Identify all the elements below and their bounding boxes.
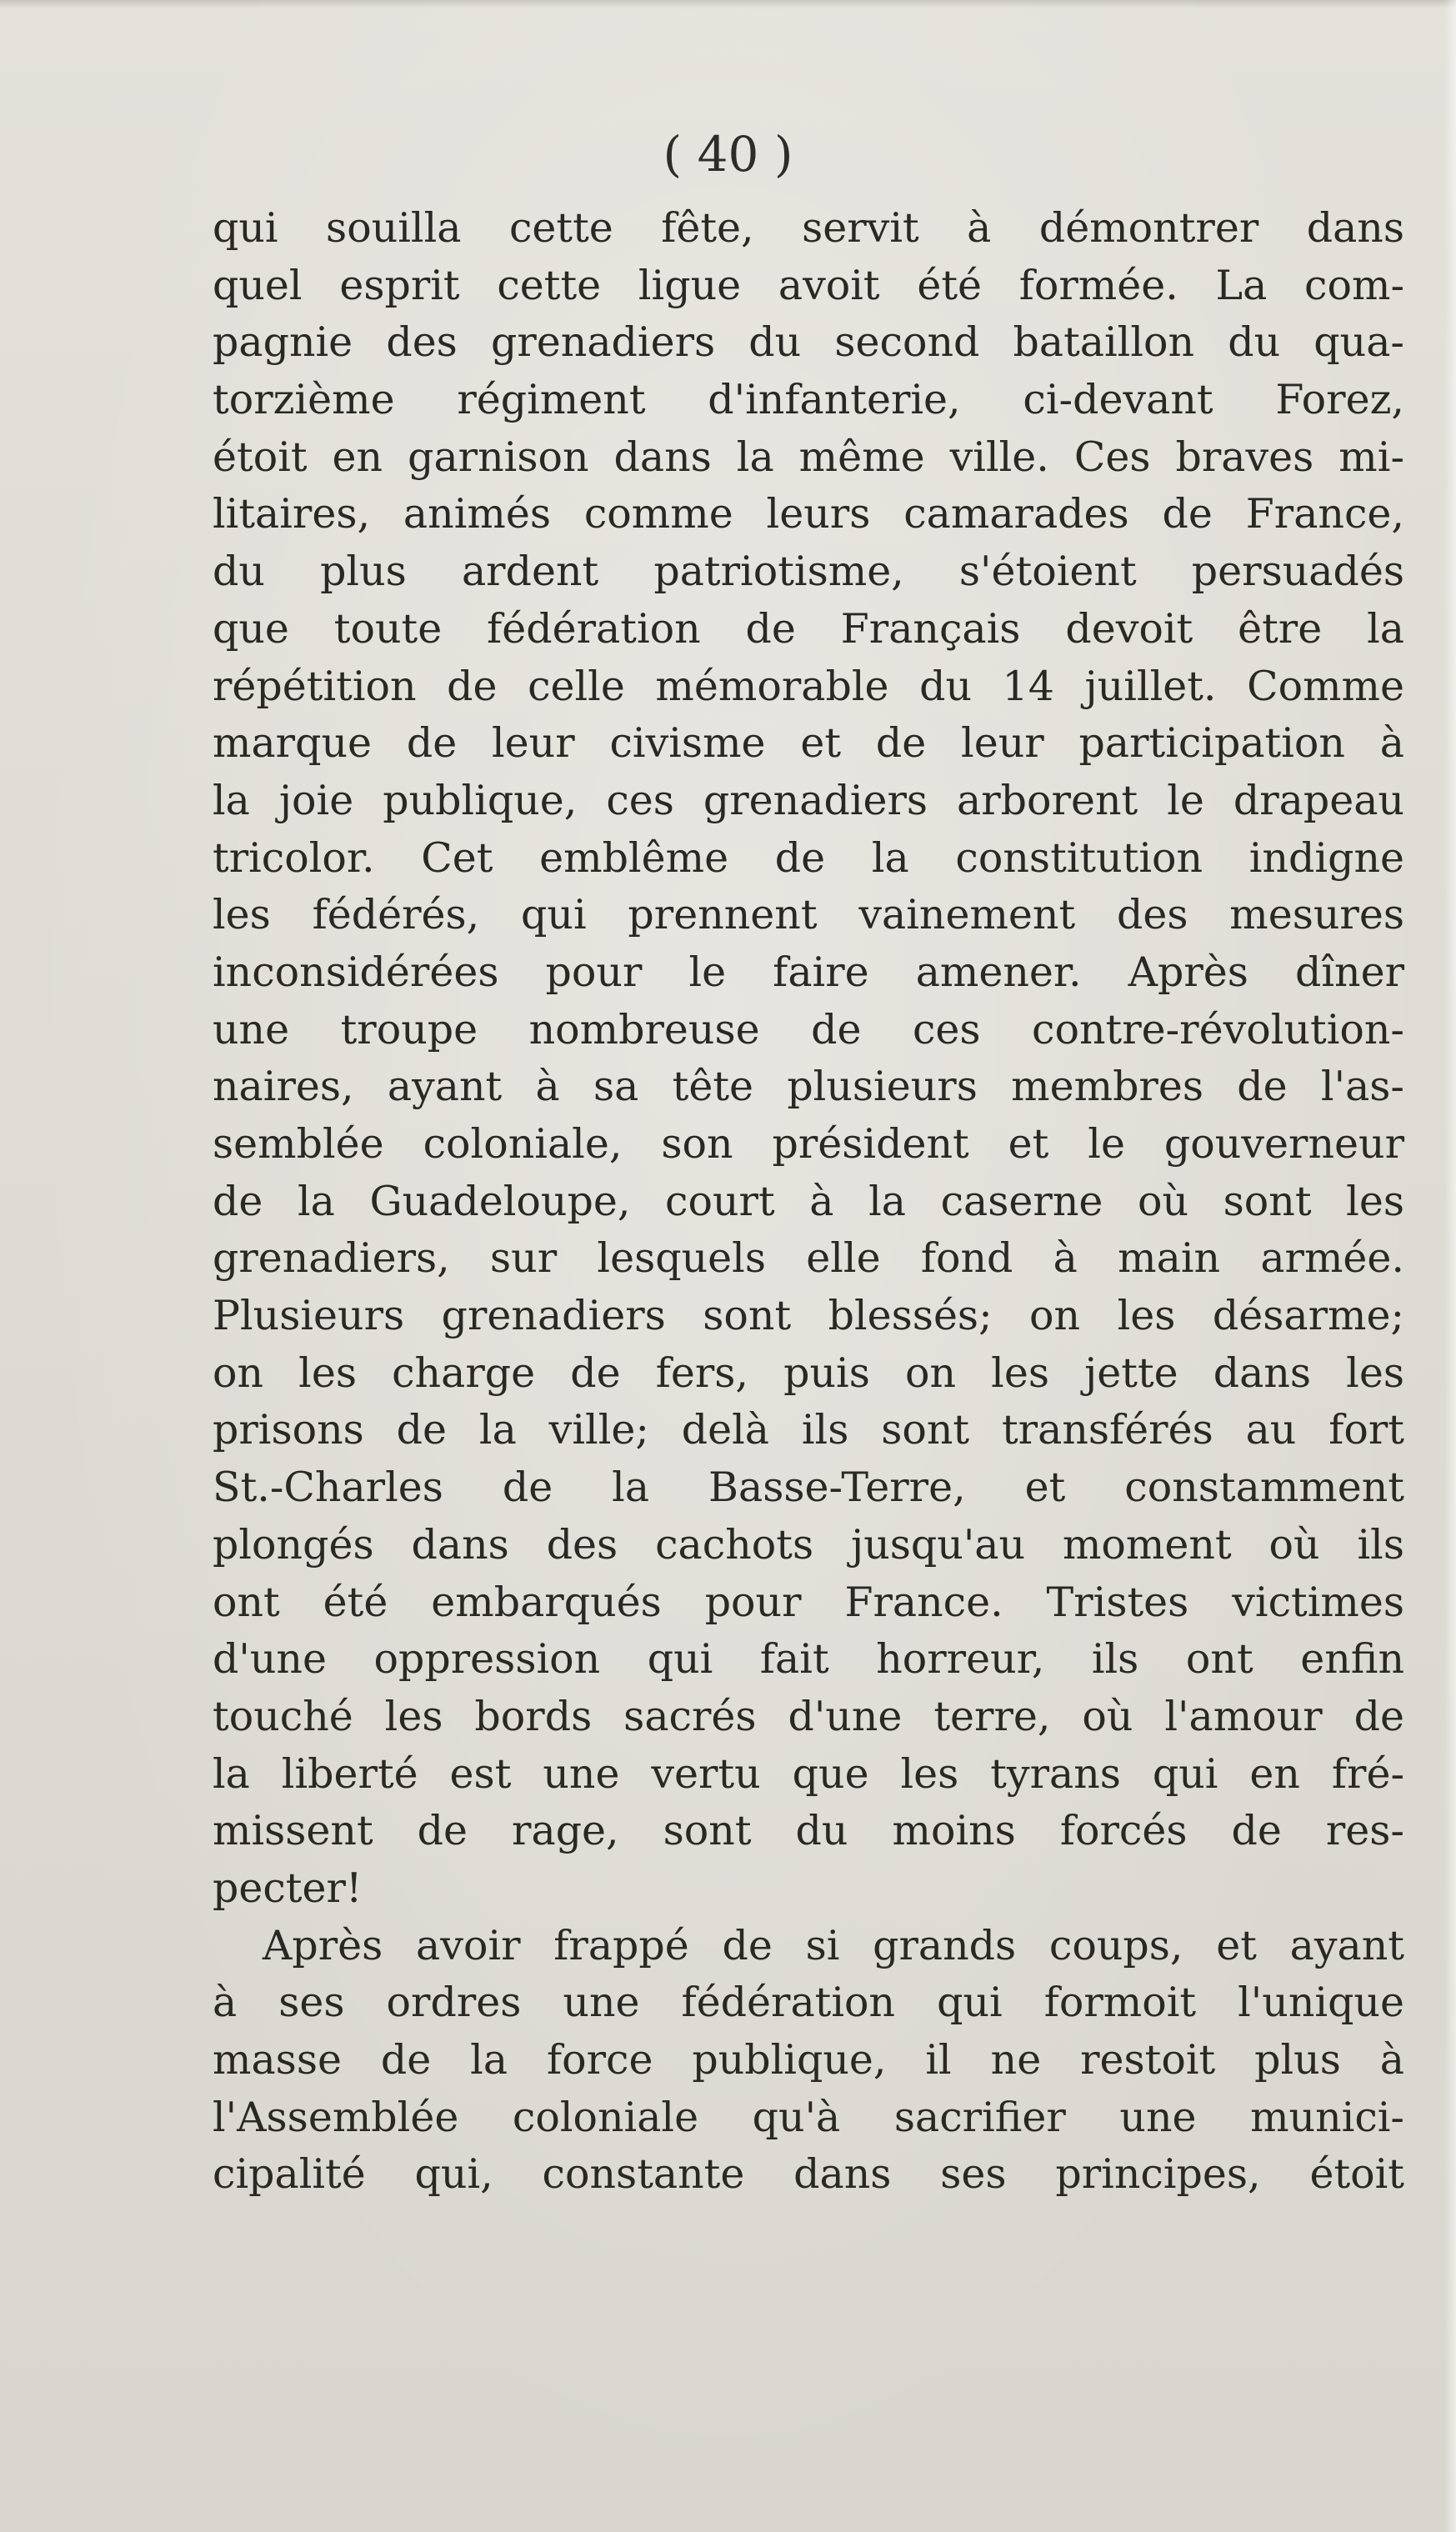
- text-line: cipalité qui, constante dans ses principes, étoit: [213, 2150, 1404, 2199]
- text-line: Plusieurs grenadiers sont blessés; on les désarme;: [213, 1292, 1404, 1340]
- text-line: masse de la force publique, il ne restoit plus à: [213, 2036, 1404, 2084]
- paragraph-start-line: Après avoir frappé de si grands coups, et ayant: [263, 1921, 1404, 1969]
- text-line: ont été embarqués pour France. Tristes victimes: [213, 1578, 1404, 1626]
- page-top-shadow: [0, 0, 1456, 8]
- text-line: à ses ordres une fédération qui formoit l'unique: [213, 1979, 1404, 2027]
- text-line: naires, ayant à sa tête plusieurs membres de l'as-: [213, 1063, 1404, 1111]
- body-text: [213, 200, 1404, 2204]
- text-line: litaires, animés comme leurs camarades de France,: [213, 490, 1404, 538]
- text-line: pagnie des grenadiers du second bataillon du qua-: [213, 318, 1404, 367]
- text-line: du plus ardent patriotisme, s'étoient persuadés: [213, 548, 1404, 596]
- text-line: la joie publique, ces grenadiers arborent le drapeau: [213, 776, 1404, 824]
- text-line: semblée coloniale, son président et le gouverneur: [213, 1120, 1404, 1168]
- text-line: touché les bords sacrés d'une terre, où l'amour de: [213, 1692, 1404, 1740]
- text-line: inconsidérées pour le faire amener. Après dîner: [213, 948, 1404, 996]
- text-line: prisons de la ville; delà ils sont transférés au fort: [213, 1406, 1404, 1454]
- text-line: étoit en garnison dans la même ville. Ces braves mi-: [213, 433, 1404, 481]
- text-line: de la Guadeloupe, court à la caserne où sont les: [213, 1177, 1404, 1225]
- text-line: plongés dans des cachots jusqu'au moment où ils: [213, 1520, 1404, 1569]
- text-line: missent de rage, sont du moins forcés de res-: [213, 1807, 1404, 1855]
- page-right-edge: [1444, 0, 1456, 2532]
- text-line: qui souilla cette fête, servit à démontrer dans: [213, 204, 1404, 252]
- text-line: tricolor. Cet emblême de la constitution indigne: [213, 833, 1404, 882]
- text-line: on les charge de fers, puis on les jette dans les: [213, 1349, 1404, 1397]
- text-line: la liberté est une vertu que les tyrans qui en fré-: [213, 1749, 1404, 1798]
- text-line: une troupe nombreuse de ces contre-révolution-: [213, 1005, 1404, 1053]
- page-number: ( 40 ): [663, 126, 793, 183]
- text-line: quel esprit cette ligue avoit été formée. La com-: [213, 261, 1404, 309]
- text-line: les fédérés, qui prennent vainement des mesures: [213, 891, 1404, 939]
- text-line: que toute fédération de Français devoit être la: [213, 604, 1404, 653]
- text-line: grenadiers, sur lesquels elle fond à main armée.: [213, 1234, 1404, 1283]
- text-line: St.-Charles de la Basse-Terre, et constamment: [213, 1464, 1404, 1512]
- text-line: d'une oppression qui fait horreur, ils ont enfin: [213, 1635, 1404, 1684]
- text-line: l'Assemblée coloniale qu'à sacrifier une munici-: [213, 2093, 1404, 2141]
- text-line: marque de leur civisme et de leur participation à: [213, 719, 1404, 768]
- text-line: répétition de celle mémorable du 14 juillet. Comme: [213, 662, 1404, 710]
- text-line: torzième régiment d'infanterie, ci-devant Forez,: [213, 376, 1404, 424]
- paragraph-end-line: pecter!: [213, 1864, 363, 1912]
